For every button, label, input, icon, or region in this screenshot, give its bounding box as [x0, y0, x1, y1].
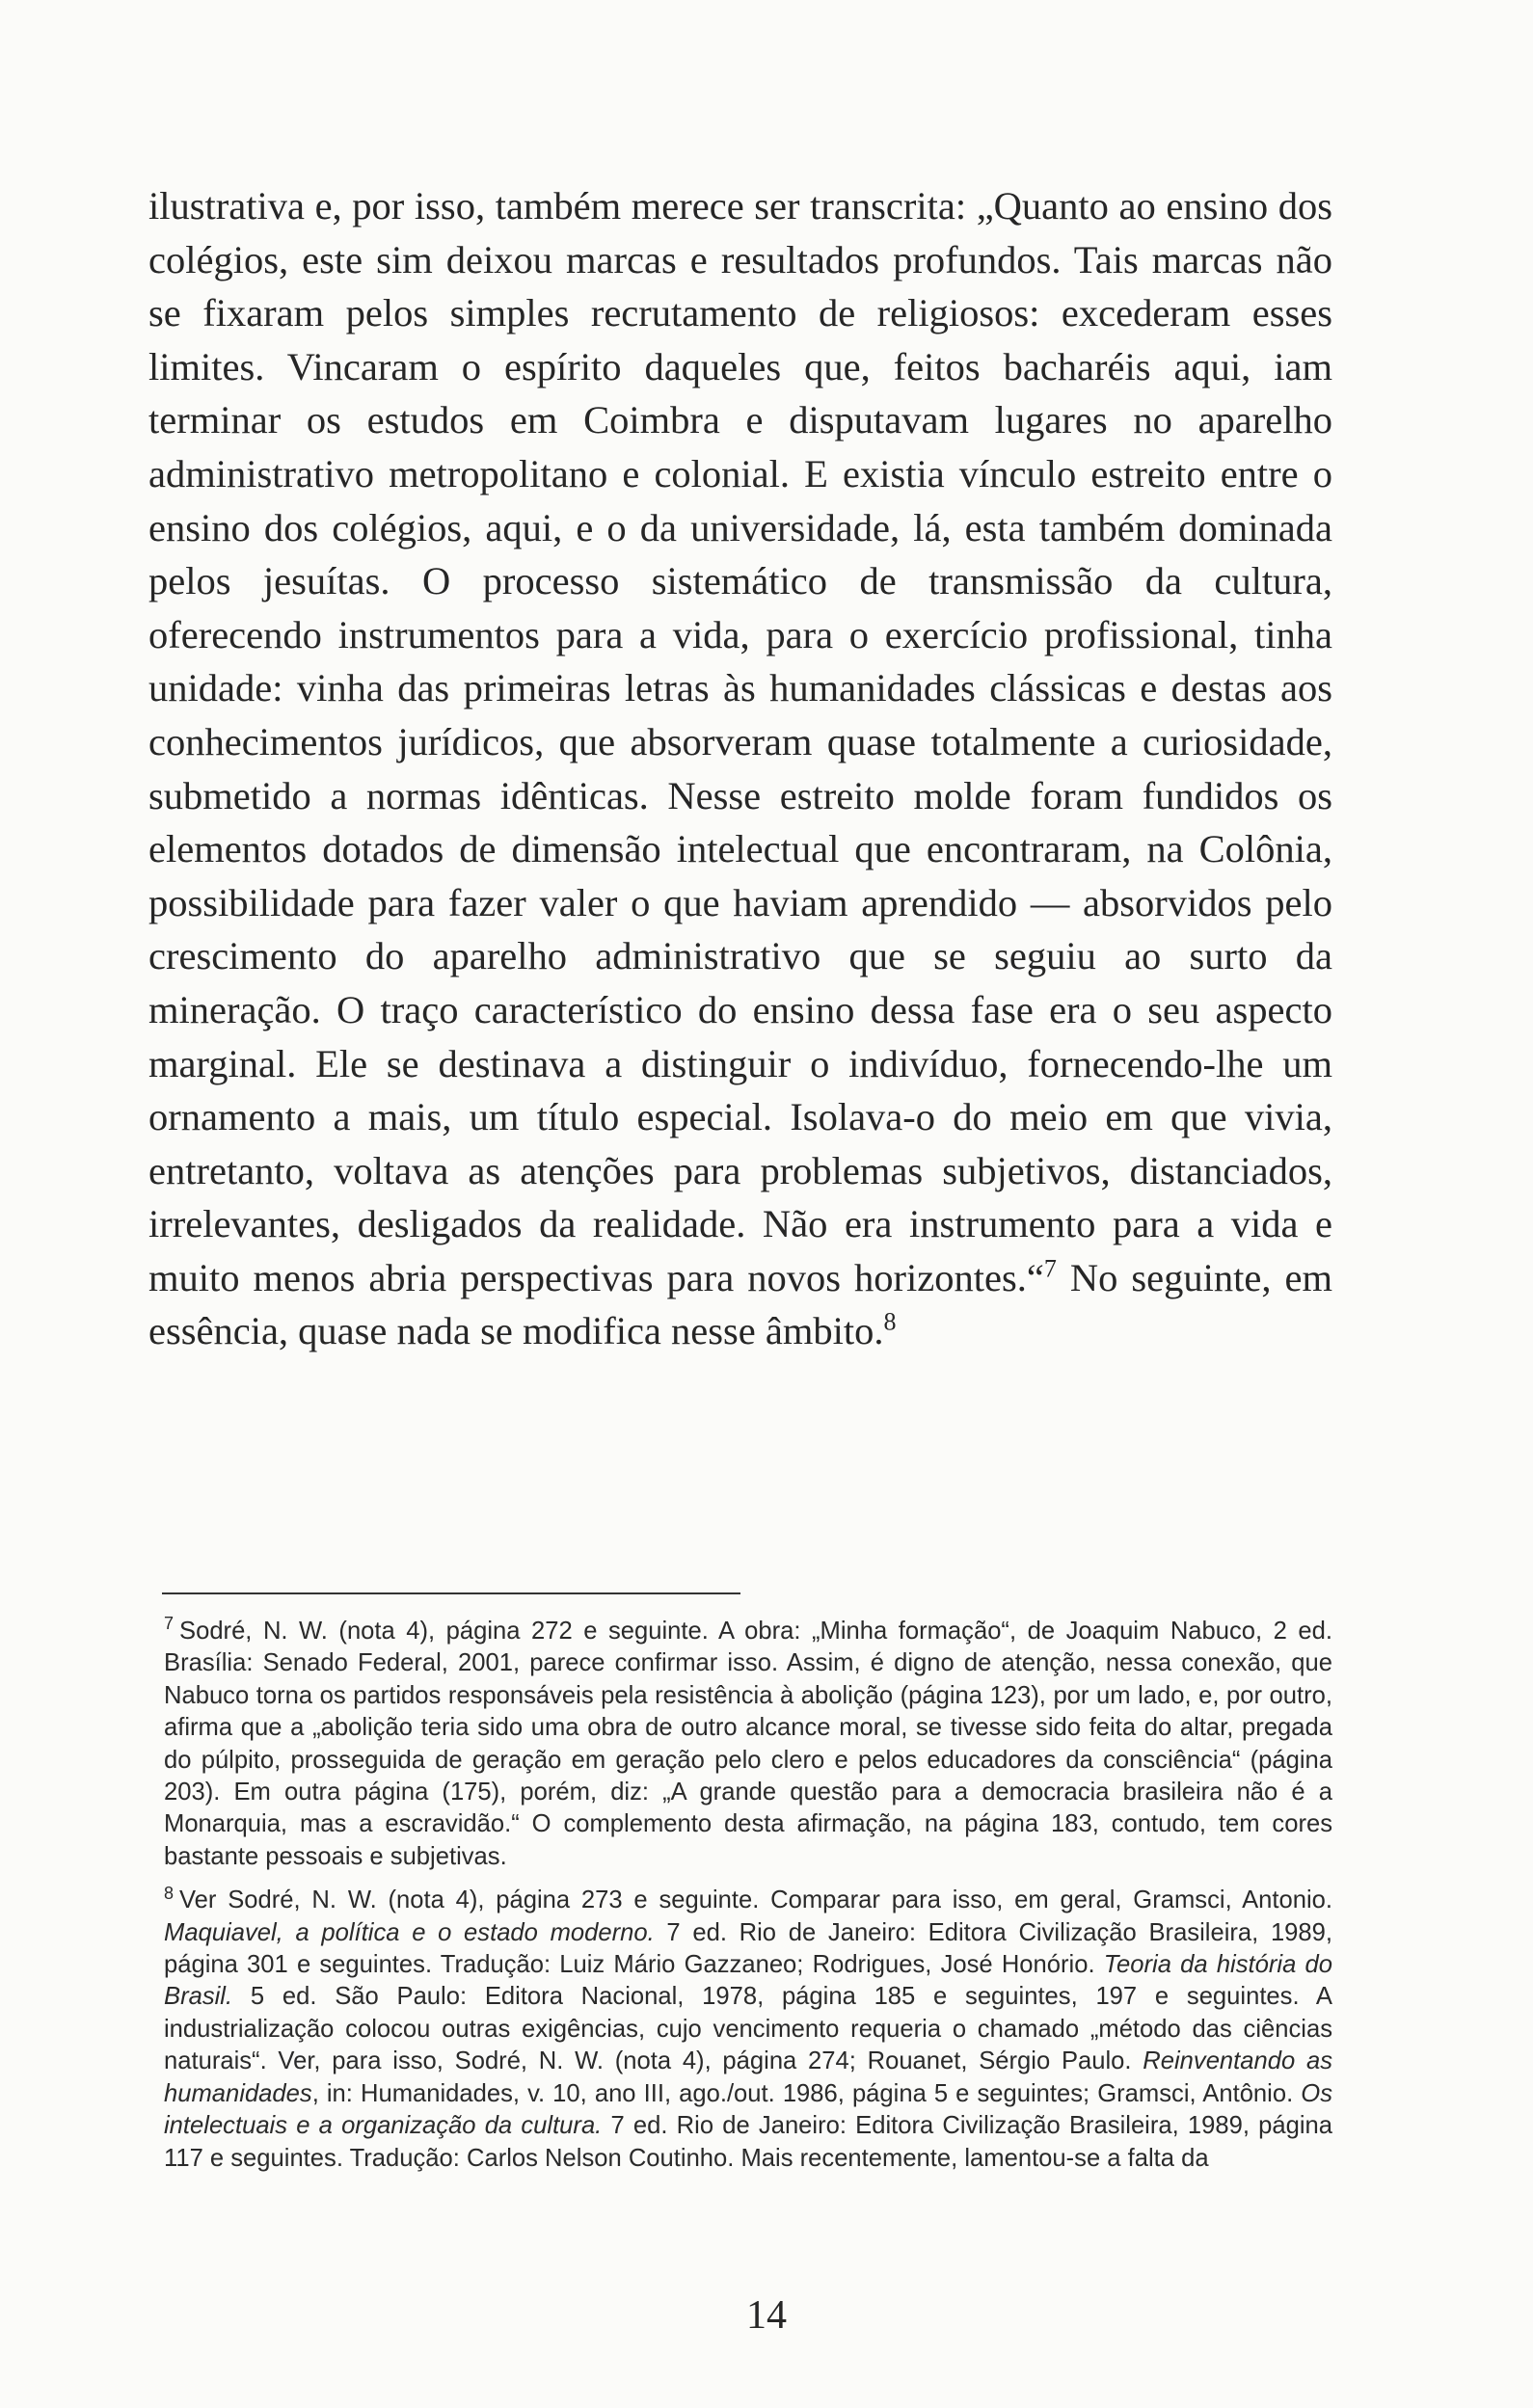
footnote-reference-8[interactable]: 8	[883, 1307, 897, 1336]
footnote-text-segment: Ver Sodré, N. W. (nota 4), página 273 e seguinte. Comparar para isso, em geral, Gramsci, Antonio.	[179, 1886, 1332, 1914]
footnote-text-segment: 5 ed. São Paulo: Editora Nacional, 1978, página 185 e seguintes, 197 e seguintes. A industrialização colocou outras exigências, cujo vencimento requeria o chamado „método das ciências naturais“. Ver, para isso, Sodré, N. W. (nota 4), página 274; Rouanet, Sérgio Paulo.	[164, 1983, 1332, 2075]
footnote-text-segment: 7 ed. Rio de Janeiro: Editora Civilização Brasileira, 1989, página 117 e seguintes. Tradução: Carlos Nelson Coutinho. Mais recentemente, lamentou-se a falta da	[164, 2112, 1333, 2172]
footnote-7	[164, 1616, 1332, 1873]
footnote-text	[164, 1883, 1333, 2172]
body-text-main: ilustrativa e, por isso, também merece ser transcrita: „Quanto ao ensino dos colégios, este sim deixou marcas e resultados profundos. Tais marcas não se fixaram pelos simples recrutamento de religiosos: excederam esses limites. Vincaram o espírito daqueles que, feitos bacharéis aqui, iam terminar os estudos em Coimbra e disputavam lugares no aparelho administrativo metropolitano e colonial. E existia vínculo estreito entre o ensino dos colégios, aqui, e o da universidade, lá, esta também dominada pelos jesuítas. O processo sistemático de transmissão da cultura, oferecendo instrumentos para a vida, para o exercício profissional, tinha unidade: vinha das primeiras letras às humanidades clássicas e destas aos conhecimentos jurídicos, que absorveram quase totalmente a curiosidade, submetido a normas idênticas. Nesse estreito molde foram fundidos os elementos dotados de dimensão intelectual que encontraram, na Colônia, possibilidade para fazer valer o que haviam aprendido — absorvidos pelo crescimento do aparelho administrativo que se seguiu ao surto da mineração. O traço característico do ensino dessa fase era o seu aspecto marginal. Ele se destinava a distinguir o indivíduo, fornecendo-lhe um ornamento a mais, um título especial. Isolava-o do meio em que vivia, entretanto, voltava as atenções para problemas subjetivos, distanciados, irrelevantes, desligados da realidade. Não era instrumento para a vida e muito menos abria perspectivas para novos horizontes.“	[148, 184, 1332, 1299]
footnote-mark: 7	[164, 1614, 175, 1634]
footnote-reference-7[interactable]: 7	[1043, 1254, 1057, 1283]
body-text-tail: No seguinte, em essência, quase nada se modifica nesse âmbito.	[148, 1255, 1333, 1353]
footnote-title-italic: Teoria da história do Brasil.	[164, 1951, 1332, 2011]
footnote-8	[164, 1885, 1332, 2175]
page-number: 14	[746, 2293, 787, 2338]
footnote-title-italic: Os intelectuais e a organização da cultura.	[164, 2079, 1332, 2140]
body-paragraph	[148, 179, 1332, 1358]
footnotes-section	[164, 1616, 1332, 2186]
footnote-separator	[162, 1592, 740, 1594]
footnote-mark: 8	[164, 1883, 175, 1903]
footnote-text	[164, 1618, 1332, 1870]
footnote-text-segment: Sodré, N. W. (nota 4), página 272 e seguinte. A obra: „Minha formação“, de Joaquim Nabuco, 2 ed. Brasília: Senado Federal, 2001, parece confirmar isso. Assim, é digno de atenção, nessa conexão, que Nabuco torna os partidos responsáveis pela resistência à abolição (página 123), por um lado, e, por outro, afirma que a „abolição teria sido uma obra de outro alcance moral, se tivesse sido feita do altar, pregada do púlpito, prosseguida de geração em geração pelo clero e pelos educadores da consciência“ (página 203). Em outra página (175), porém, diz: „A grande questão para a democracia brasileira não é a Monarquia, mas a escravidão.“ O complemento desta afirmação, na página 183, contudo, tem cores bastante pessoais e subjetivas.	[164, 1618, 1332, 1870]
footnote-title-italic: Maquiavel, a política e o estado moderno.	[164, 1918, 655, 1946]
footnote-title-italic: Reinventando as humanidades	[164, 2047, 1332, 2107]
footnote-text-segment: , in: Humanidades, v. 10, ano III, ago./out. 1986, página 5 e seguintes; Gramsci, Antônio.	[311, 2079, 1302, 2107]
footnote-text-segment: 7 ed. Rio de Janeiro: Editora Civilização Brasileira, 1989, página 301 e seguintes. Tradução: Luiz Mário Gazzaneo; Rodrigues, José Honório.	[164, 1918, 1332, 1979]
